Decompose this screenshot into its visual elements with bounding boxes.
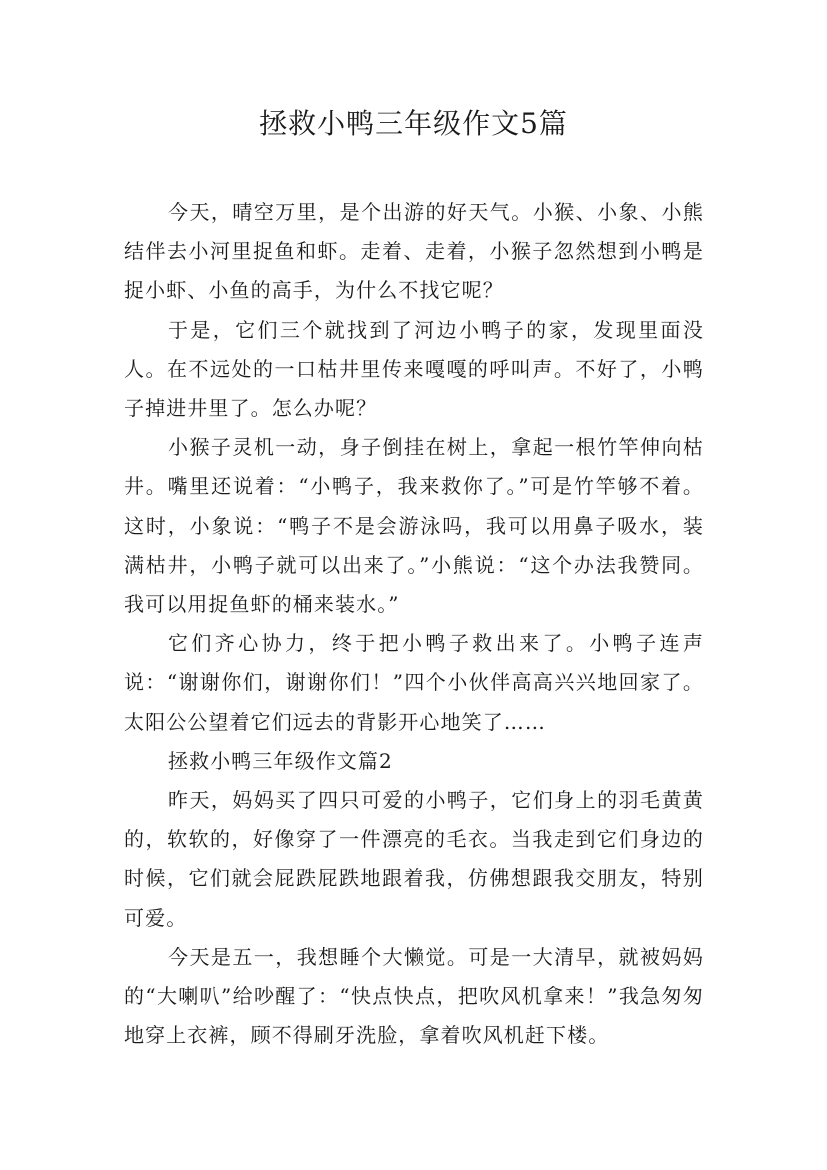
- section-heading-2: 拯救小鸭三年级作文篇2: [168, 748, 393, 773]
- paragraph-3: 小猴子灵机一动，身子倒挂在树上，拿起一根竹竿伸向枯井。嘴里还说着：“小鸭子，我来救你了。”可是竹竿够不着。这时，小象说：“鸭子不是会游泳吗，我可以用鼻子吸水，装满枯井，小鸭子就可以出来了。”小熊说：“这个办法我赞同。我可以用捉鱼虾的桶来装水。”: [124, 435, 704, 617]
- document-title: 拯救小鸭三年级作文5篇: [259, 107, 568, 140]
- paragraph-5: 昨天，妈妈买了四只可爱的小鸭子，它们身上的羽毛黄黄的，软软的，好像穿了一件漂亮的毛衣。当我走到它们身边的时候，它们就会屁跌屁跌地跟着我，仿佛想跟我交朋友，特别可爱。: [124, 788, 704, 930]
- paragraph-1: 今天，晴空万里，是个出游的好天气。小猴、小象、小熊结伴去小河里捉鱼和虾。走着、走着，小猴子忽然想到小鸭是捉小虾、小鱼的高手，为什么不找它呢？: [124, 200, 704, 303]
- paragraph-6: 今天是五一，我想睡个大懒觉。可是一大清早，就被妈妈的“大喇叭”给吵醒了：“快点快点，把吹风机拿来！”我急匆匆地穿上衣裤，顾不得刷牙洗脸，拿着吹风机赶下楼。: [124, 944, 704, 1048]
- document-body: [124, 193, 704, 1055]
- paragraph-2: 于是，它们三个就找到了河边小鸭子的家，发现里面没人。在不远处的一口枯井里传来嘎嘎的呼叫声。不好了，小鸭子掉进井里了。怎么办呢？: [124, 317, 704, 421]
- paragraph-4: 它们齐心协力，终于把小鸭子救出来了。小鸭子连声说：“谢谢你们，谢谢你们！”四个小伙伴高高兴兴地回家了。太阳公公望着它们远去的背影开心地笑了……: [124, 631, 704, 734]
